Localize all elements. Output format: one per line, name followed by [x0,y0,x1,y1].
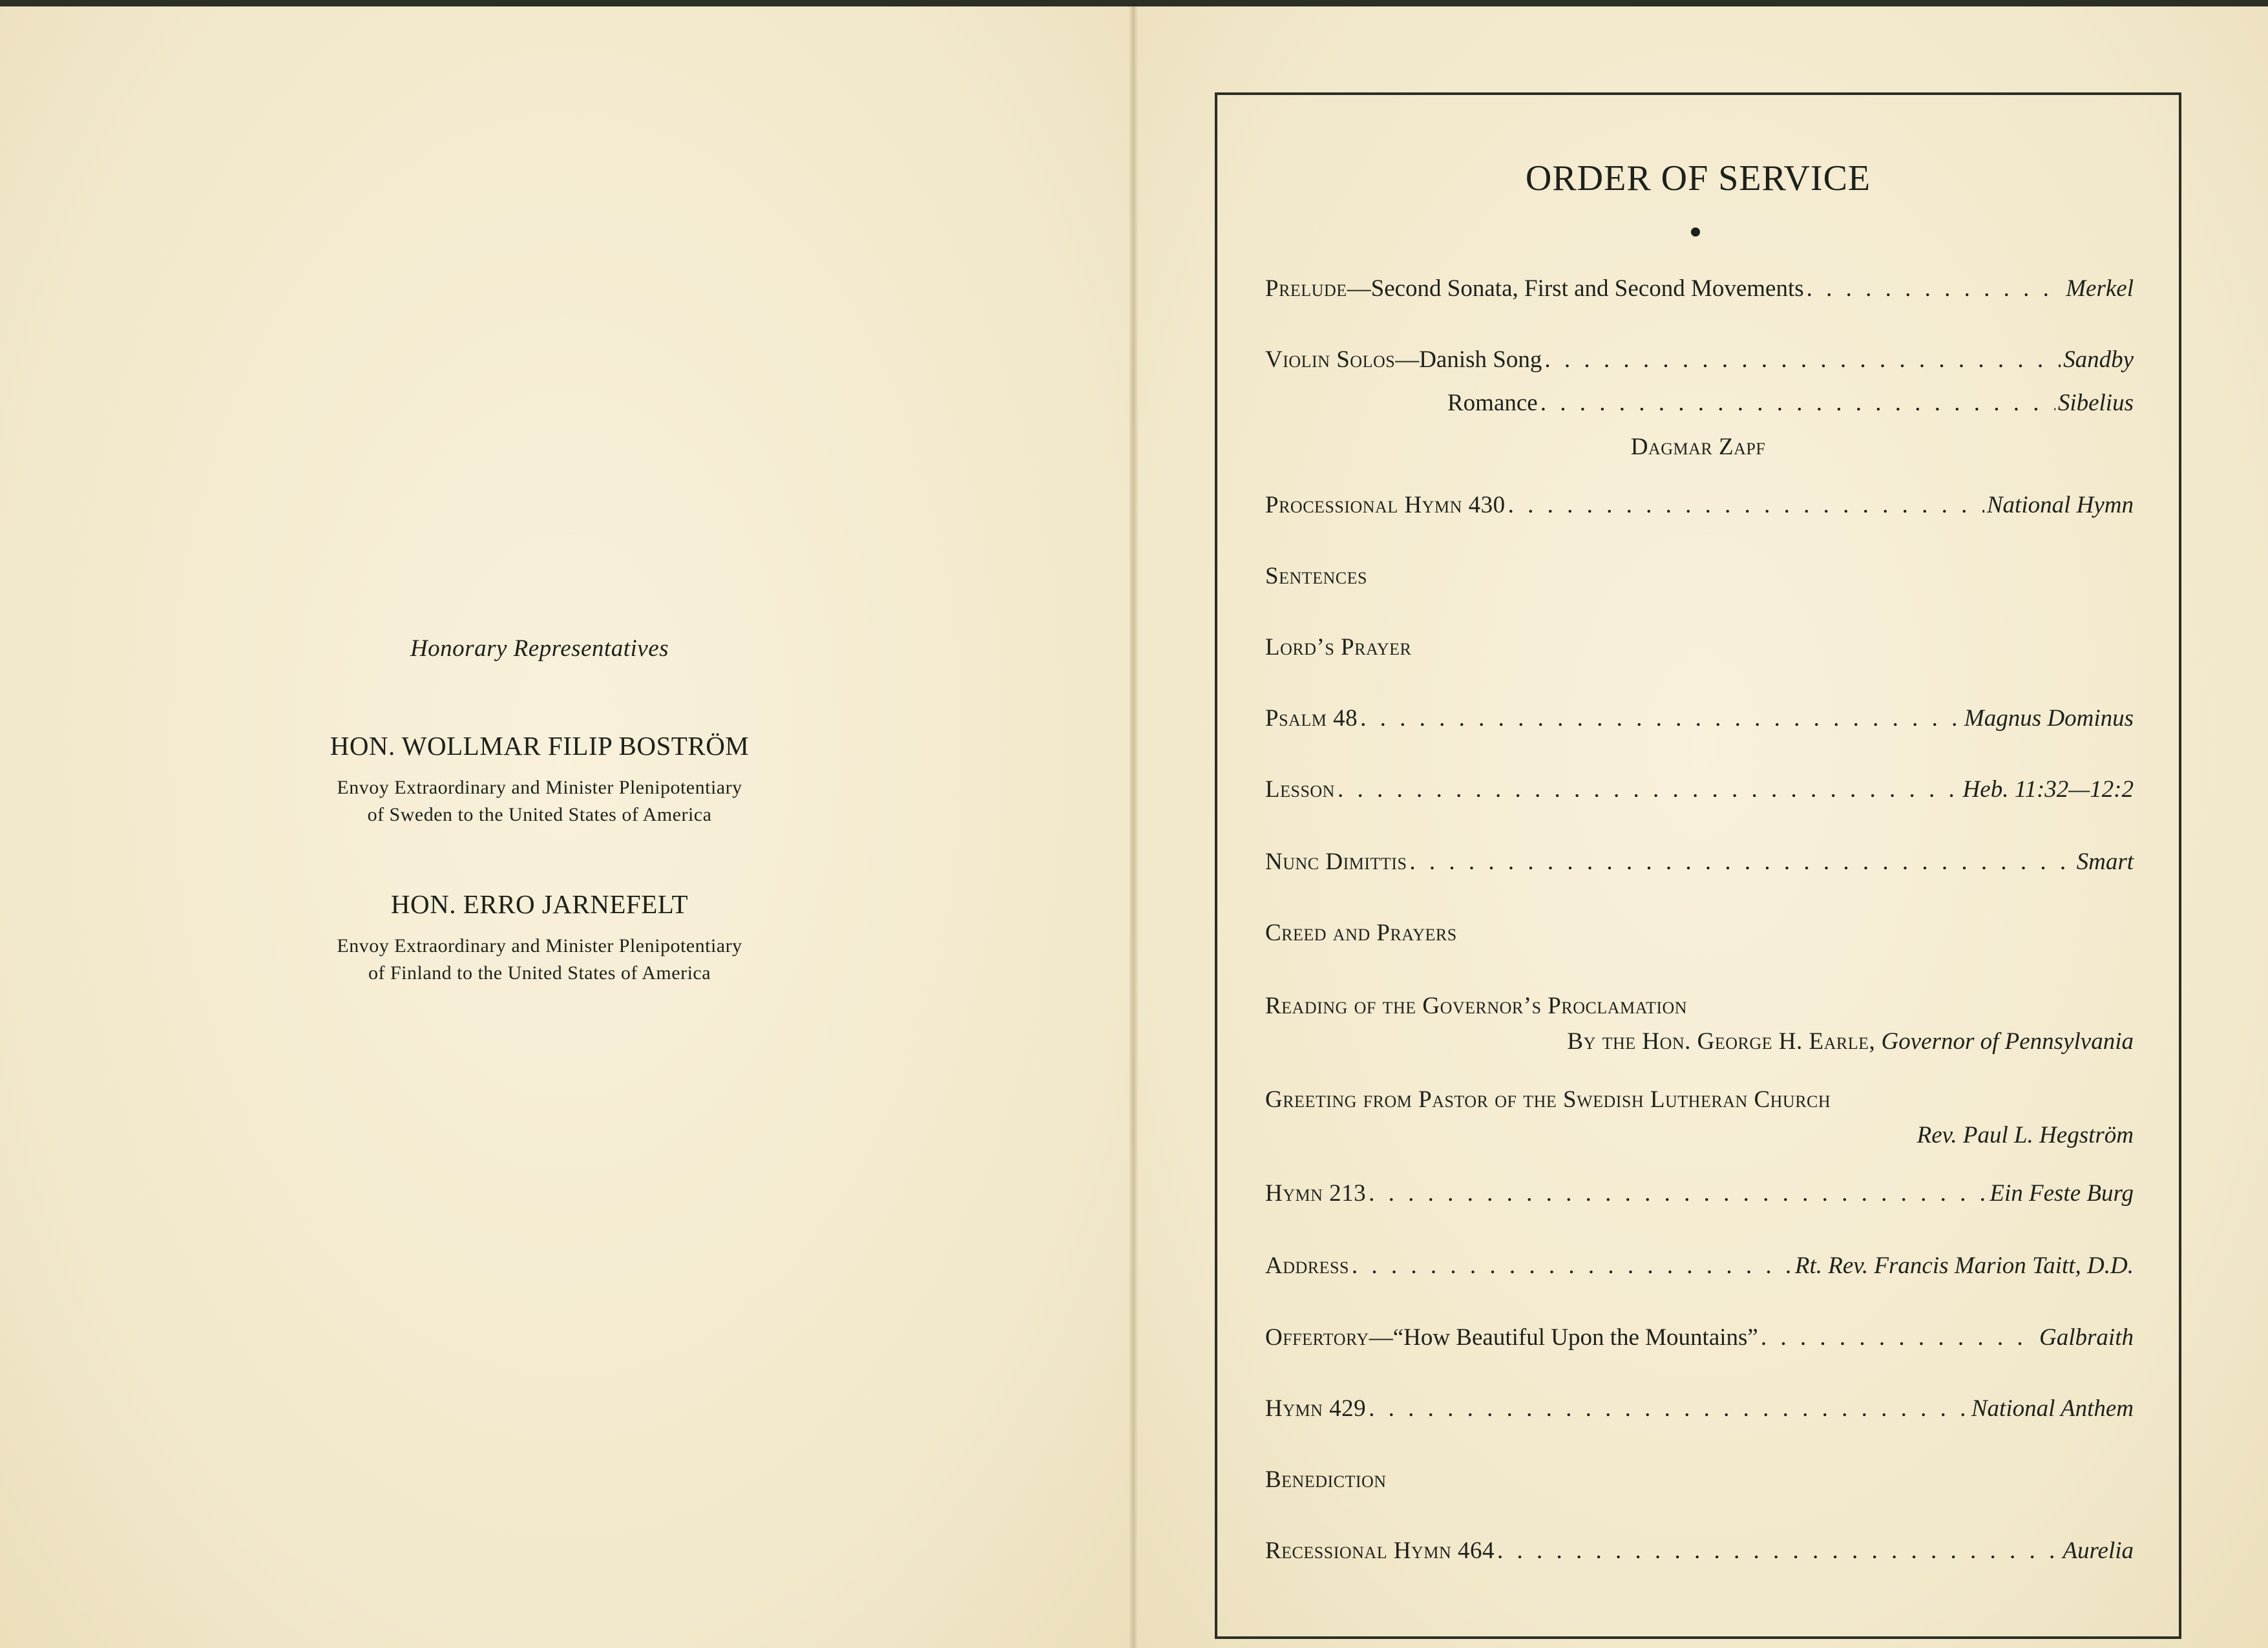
lesson-reference: Heb. 11:32—12:2 [1962,776,2134,803]
hymn213-tune: Ein Feste Burg [1990,1180,2134,1207]
hymn429-row [1265,1395,2134,1430]
violin-piece-1: —Danish Song [1395,346,1542,373]
hymn429-label: Hymn 429 [1265,1395,1367,1422]
processional-tune: National Hymn [1986,492,2134,518]
representative-title: Envoy Extraordinary and Minister Plenipotentiary [337,935,742,956]
nunc-row [1265,848,2134,883]
recessional-row [1265,1537,2134,1572]
proclamation-by [1265,1028,2134,1055]
representative-name: HON. ERRO JARNEFELT [390,889,689,919]
leader-dots [1360,704,1962,732]
benediction: Benediction [1265,1466,1387,1493]
leader-dots [1508,491,1984,519]
prelude-row [1265,275,2134,310]
lesson-row [1265,776,2134,810]
proclamation-label: Reading of the Governor’s Proclamation [1265,993,1688,1019]
leader-dots [1761,1324,2037,1351]
address-row [1265,1252,2134,1287]
lords-prayer: Lord’s Prayer [1265,634,1412,660]
representative-name: HON. WOLLMAR FILIP BOSTRÖM [330,731,750,761]
hymn213-label: Hymn 213 [1265,1180,1367,1207]
violin-row-2 [1447,389,2134,424]
nunc-composer: Smart [2076,849,2134,875]
nunc-label: Nunc Dimittis [1265,849,1407,875]
offertory-composer: Galbraith [2039,1324,2134,1351]
sentences: Sentences [1265,563,1367,589]
creed-and-prayers: Creed and Prayers [1265,920,1457,946]
processional-label: Processional Hymn 430 [1265,492,1506,518]
leader-dots [1544,346,2061,374]
greeting-label: Greeting from Pastor of the Swedish Lutheran Church [1265,1086,1831,1113]
ornament-dot [1691,227,1700,237]
hymn213-row [1265,1179,2134,1214]
leader-dots [1352,1252,1792,1280]
offertory-text: —“How Beautiful Upon the Mountains” [1369,1324,1758,1351]
leader-dots [1807,275,2064,302]
representative-sweden [0,730,1079,829]
lesson-label: Lesson [1265,776,1335,803]
leader-dots [1369,1395,1969,1422]
violin-label: Violin Solos [1265,346,1396,373]
recessional-tune: Aurelia [2063,1537,2134,1564]
leader-dots [1497,1537,2060,1565]
violin-composer-1: Sandby [2063,346,2134,373]
address-label: Address [1265,1252,1349,1279]
honorary-heading: Honorary Representatives [410,635,669,662]
violin-row [1265,346,2134,381]
processional-row [1265,491,2134,526]
representative-country: of Sweden to the United States of America [367,804,712,825]
violin-composer-2: Sibelius [2057,390,2134,416]
leader-dots [1369,1179,1987,1207]
hymn429-tune: National Anthem [1971,1395,2134,1422]
prelude-label: Prelude [1265,275,1347,302]
psalm-row [1265,704,2134,739]
representative-finland [0,889,1079,987]
offertory-label: Offertory [1265,1324,1369,1351]
address-speaker: Rt. Rev. Francis Marion Taitt, D.D. [1794,1252,2134,1279]
prelude-text: —Second Sonata, First and Second Movements [1347,275,1804,302]
psalm-title: Magnus Dominus [1964,705,2134,732]
proclamation-reader-title: Governor of Pennsylvania [1881,1028,2134,1055]
prelude-composer: Merkel [2066,275,2134,302]
offertory-row [1265,1324,2134,1358]
violin-performer: Dagmar Zapf [1630,434,1766,460]
leader-dots [1409,848,2074,876]
proclamation-reader: By the Hon. George H. Earle, [1567,1028,1876,1055]
representative-country: of Finland to the United States of America [368,962,711,984]
leader-dots [1338,776,1960,803]
greeting-pastor: Rev. Paul L. Hegström [1916,1122,2134,1148]
psalm-label: Psalm 48 [1265,705,1358,732]
representative-title: Envoy Extraordinary and Minister Plenipotentiary [337,777,742,798]
page-fold [1129,6,1139,1648]
leader-dots [1540,389,2055,417]
recessional-label: Recessional Hymn 464 [1265,1537,1495,1564]
page-title: ORDER OF SERVICE [1525,158,1871,198]
violin-piece-2: Romance [1447,390,1538,416]
